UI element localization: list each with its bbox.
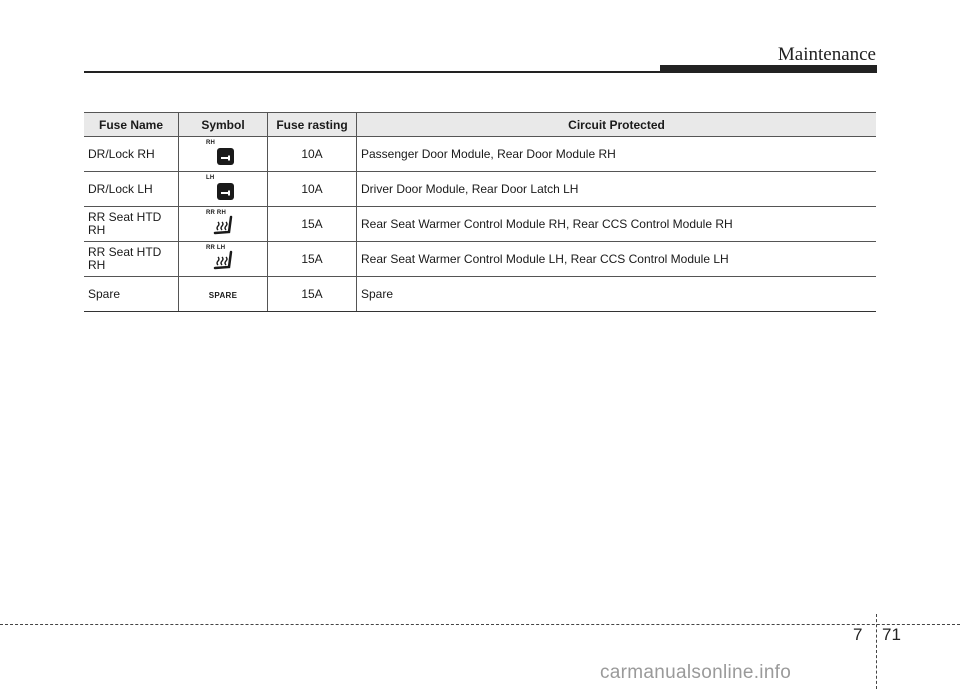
fuse-name xyxy=(84,207,179,242)
fuse-rating: 10A xyxy=(268,172,357,207)
fuse-rating: 15A xyxy=(268,242,357,277)
page-number: 71 xyxy=(882,625,901,644)
symbol-label: LH xyxy=(206,175,215,181)
fuse-rating: 15A xyxy=(268,277,357,312)
header-rule-accent xyxy=(660,65,877,73)
table-header-row xyxy=(84,113,876,137)
fuse-name xyxy=(84,242,179,277)
circuit-protected: Passenger Door Module, Rear Door Module RH xyxy=(357,137,877,172)
fuse-name: DR/Lock LH xyxy=(84,172,179,207)
circuit-protected: Spare xyxy=(357,277,877,312)
door-lock-icon xyxy=(203,175,243,203)
table-row xyxy=(84,242,876,277)
fuse-symbol xyxy=(179,137,268,172)
seat-heater-icon xyxy=(203,245,243,273)
seat-heater-icon xyxy=(203,210,243,238)
fuse-name-text: RR Seat HTD RH xyxy=(88,210,162,237)
chapter-number: 7 xyxy=(853,625,863,644)
symbol-label: RH xyxy=(206,140,216,146)
circuit-protected: Rear Seat Warmer Control Module RH, Rear CCS Control Module RH xyxy=(357,207,877,242)
symbol-label: RR RH xyxy=(206,210,226,216)
fuse-symbol xyxy=(179,207,268,242)
table-row xyxy=(84,172,876,207)
header-rule xyxy=(84,71,664,73)
circuit-protected: Driver Door Module, Rear Door Latch LH xyxy=(357,172,877,207)
watermark: carmanualsonline.info xyxy=(600,662,792,683)
section-title: Maintenance xyxy=(777,44,876,65)
fuse-table xyxy=(84,112,876,312)
footer-page-divider xyxy=(876,614,877,689)
circuit-protected: Rear Seat Warmer Control Module LH, Rear CCS Control Module LH xyxy=(357,242,877,277)
table-row xyxy=(84,207,876,242)
column-header-fuse-rating: Fuse rasting xyxy=(268,113,357,137)
column-header-fuse-name: Fuse Name xyxy=(84,113,179,137)
door-lock-icon xyxy=(203,140,243,168)
fuse-name: DR/Lock RH xyxy=(84,137,179,172)
fuse-name: Spare xyxy=(84,277,179,312)
fuse-rating: 10A xyxy=(268,137,357,172)
symbol-label: RR LH xyxy=(206,245,226,251)
fuse-symbol xyxy=(179,172,268,207)
fuse-symbol xyxy=(179,277,268,312)
fuse-symbol xyxy=(179,242,268,277)
footer-divider xyxy=(0,624,960,625)
table-row xyxy=(84,137,876,172)
fuse-name-text: RR Seat HTD RH xyxy=(88,245,162,272)
table-row xyxy=(84,277,876,312)
column-header-circuit-protected: Circuit Protected xyxy=(357,113,877,137)
column-header-symbol: Symbol xyxy=(179,113,268,137)
spare-text-icon: SPARE xyxy=(208,291,238,300)
fuse-rating: 15A xyxy=(268,207,357,242)
